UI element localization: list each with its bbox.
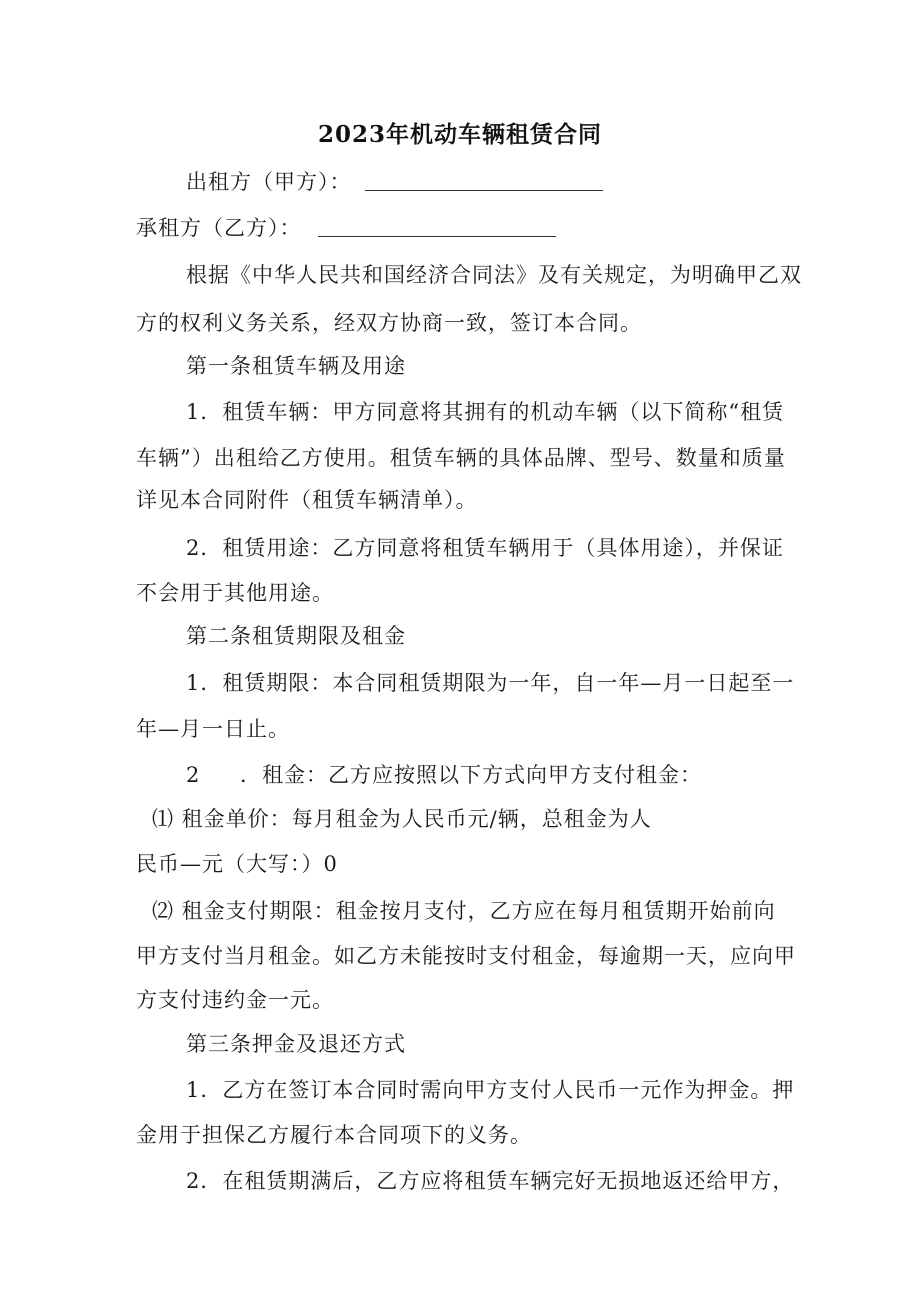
article-1-item-1-line-2: 车辆”）出租给乙方使用。租赁车辆的具体品牌、型号、数量和质量 bbox=[136, 446, 786, 470]
article-2-sub-2-line-3: 方支付违约金一元。 bbox=[136, 988, 334, 1012]
intro-line-1: 根据《中华人民共和国经济合同法》及有关规定，为明确甲乙双 bbox=[186, 263, 802, 287]
article-2-sub-1-line-2: 民币—元（大写：）0 bbox=[136, 852, 338, 876]
article-1-item-2-line-1: 2．租赁用途：乙方同意将租赁车辆用于（具体用途），并保证 bbox=[186, 536, 784, 560]
article-3-heading: 第三条押金及退还方式 bbox=[186, 1032, 406, 1056]
lessee-label: 承租方（乙方）： bbox=[136, 216, 302, 240]
lessor-label: 出租方（甲方）： bbox=[186, 170, 352, 194]
lessor-blank-line bbox=[365, 190, 603, 191]
article-2-sub-1-line-1: ⑴ 租金单价：每月租金为人民币元/辆，总租金为人 bbox=[152, 807, 652, 831]
article-3-item-1-line-1: 1．乙方在签订本合同时需向甲方支付人民币一元作为押金。押 bbox=[186, 1078, 795, 1102]
article-1-item-2-line-2: 不会用于其他用途。 bbox=[136, 581, 334, 605]
article-3-item-2-line-1: 2．在租赁期满后，乙方应将租赁车辆完好无损地返还给甲方， bbox=[186, 1169, 795, 1193]
article-2-sub-2-line-2: 甲方支付当月租金。如乙方未能按时支付租金，每逾期一天，应向甲 bbox=[136, 944, 796, 968]
article-2-item-1-line-2: 年—月一日止。 bbox=[136, 717, 290, 741]
article-2-sub-2-line-1: ⑵ 租金支付期限：租金按月支付，乙方应在每月租赁期开始前向 bbox=[152, 899, 776, 923]
article-3-item-1-line-2: 金用于担保乙方履行本合同项下的义务。 bbox=[136, 1123, 532, 1147]
intro-line-2: 方的权利义务关系，经双方协商一致，签订本合同。 bbox=[136, 311, 642, 335]
article-2-item-1-line-1: 1．租赁期限：本合同租赁期限为一年，自一年—月一日起至一 bbox=[186, 671, 795, 695]
article-2-item-2-text: ．租金：乙方应按照以下方式向甲方支付租金： bbox=[240, 763, 702, 787]
article-2-item-2-number: 2 bbox=[186, 763, 201, 787]
article-1-item-1-line-1: 1．租赁车辆：甲方同意将其拥有的机动车辆（以下简称“租赁 bbox=[186, 400, 785, 424]
article-2-heading: 第二条租赁期限及租金 bbox=[186, 624, 406, 648]
article-1-item-1-line-3: 详见本合同附件（租赁车辆清单）。 bbox=[136, 488, 478, 512]
article-1-heading: 第一条租赁车辆及用途 bbox=[186, 354, 406, 378]
document-title: 2023年机动车辆租赁合同 bbox=[317, 121, 602, 148]
lessee-blank-line bbox=[318, 236, 556, 237]
